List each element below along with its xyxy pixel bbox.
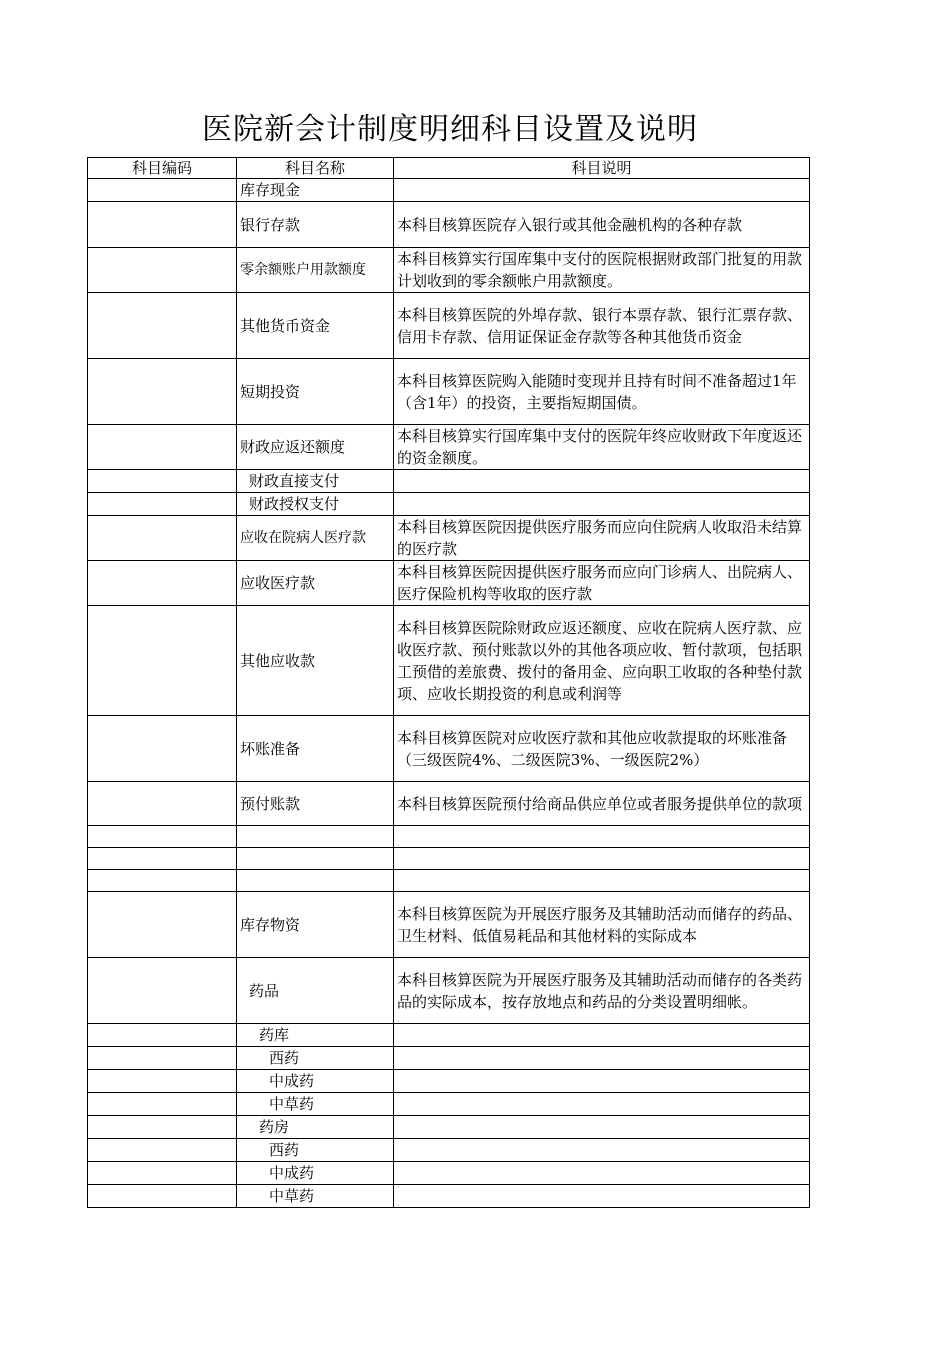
cell-name: 中成药 [237, 1070, 394, 1093]
table-row [88, 425, 810, 470]
cell-desc [394, 1162, 810, 1185]
table-header-row [88, 158, 810, 179]
cell-desc [394, 1070, 810, 1093]
cell-name: 银行存款 [237, 202, 394, 248]
table-row [88, 1070, 810, 1093]
table-row [88, 1047, 810, 1070]
table-row [88, 1162, 810, 1185]
cell-name: 应收在院病人医疗款 [237, 516, 394, 561]
cell-desc: 本科目核算医院存入银行或其他金融机构的各种存款 [394, 202, 810, 248]
cell-desc: 本科目核算医院为开展医疗服务及其辅助活动而储存的药品、卫生材料、低值易耗品和其他材料的实际成本 [394, 892, 810, 958]
cell-name: 财政授权支付 [237, 493, 394, 516]
cell-desc [394, 1047, 810, 1070]
table-row [88, 1139, 810, 1162]
table-row [88, 516, 810, 561]
cell-name: 短期投资 [237, 359, 394, 425]
cell-desc: 本科目核算实行国库集中支付的医院根据财政部门批复的用款计划收到的零余额帐户用款额度。 [394, 248, 810, 293]
cell-name: 财政直接支付 [237, 470, 394, 493]
cell-code [88, 1116, 237, 1139]
account-table [87, 157, 810, 1208]
table-row [88, 179, 810, 202]
cell-desc: 本科目核算实行国库集中支付的医院年终应收财政下年度返还的资金额度。 [394, 425, 810, 470]
cell-code [88, 516, 237, 561]
table-row [88, 248, 810, 293]
cell-name: 西药 [237, 1139, 394, 1162]
cell-code [88, 870, 237, 892]
table-row [88, 1185, 810, 1208]
cell-name: 西药 [237, 1047, 394, 1070]
cell-name: 坏账准备 [237, 716, 394, 782]
cell-name: 药品 [237, 958, 394, 1024]
table-row [88, 1116, 810, 1139]
cell-code [88, 606, 237, 716]
cell-code [88, 848, 237, 870]
cell-code [88, 179, 237, 202]
header-code: 科目编码 [88, 158, 237, 179]
cell-code [88, 1047, 237, 1070]
cell-desc: 本科目核算医院为开展医疗服务及其辅助活动而储存的各类药品的实际成本，按存放地点和药品的分类设置明细帐。 [394, 958, 810, 1024]
cell-desc: 本科目核算医院因提供医疗服务而应向住院病人收取沿未结算的医疗款 [394, 516, 810, 561]
cell-code [88, 493, 237, 516]
cell-desc [394, 1185, 810, 1208]
cell-code [88, 1024, 237, 1047]
cell-name: 库存物资 [237, 892, 394, 958]
page-title: 医院新会计制度明细科目设置及说明 [202, 112, 698, 147]
cell-code [88, 202, 237, 248]
header-desc: 科目说明 [394, 158, 810, 179]
cell-desc [394, 848, 810, 870]
cell-name: 其他应收款 [237, 606, 394, 716]
table-row [88, 716, 810, 782]
cell-code [88, 425, 237, 470]
cell-desc: 本科目核算医院的外埠存款、银行本票存款、银行汇票存款、信用卡存款、信用证保证金存款等各种其他货币资金 [394, 293, 810, 359]
cell-name: 零余额账户用款额度 [237, 248, 394, 293]
cell-code [88, 470, 237, 493]
cell-desc [394, 826, 810, 848]
cell-desc [394, 1139, 810, 1162]
cell-code [88, 561, 237, 606]
cell-code [88, 826, 237, 848]
table-row [88, 561, 810, 606]
cell-name: 应收医疗款 [237, 561, 394, 606]
cell-name: 预付账款 [237, 782, 394, 826]
header-name: 科目名称 [237, 158, 394, 179]
cell-code [88, 782, 237, 826]
cell-desc [394, 470, 810, 493]
cell-name: 其他货币资金 [237, 293, 394, 359]
cell-code [88, 1070, 237, 1093]
table-row [88, 892, 810, 958]
cell-code [88, 1139, 237, 1162]
cell-code [88, 892, 237, 958]
cell-desc: 本科目核算医院对应收医疗款和其他应收款提取的坏账准备（三级医院4%、二级医院3%、一级医院2%） [394, 716, 810, 782]
cell-code [88, 716, 237, 782]
cell-desc [394, 493, 810, 516]
table-row [88, 958, 810, 1024]
cell-code [88, 248, 237, 293]
table-row [88, 826, 810, 848]
cell-name [237, 848, 394, 870]
table-row [88, 848, 810, 870]
table-row [88, 782, 810, 826]
table-row [88, 470, 810, 493]
cell-desc [394, 1024, 810, 1047]
cell-code [88, 958, 237, 1024]
cell-name [237, 870, 394, 892]
cell-code [88, 293, 237, 359]
table-row [88, 202, 810, 248]
cell-desc: 本科目核算医院预付给商品供应单位或者服务提供单位的款项 [394, 782, 810, 826]
table-row [88, 493, 810, 516]
table-row [88, 1024, 810, 1047]
cell-name: 财政应返还额度 [237, 425, 394, 470]
cell-code [88, 359, 237, 425]
cell-name: 库存现金 [237, 179, 394, 202]
cell-name: 药房 [237, 1116, 394, 1139]
cell-code [88, 1093, 237, 1116]
cell-name: 药库 [237, 1024, 394, 1047]
table-row [88, 606, 810, 716]
cell-desc: 本科目核算医院购入能随时变现并且持有时间不准备超过1年（含1年）的投资，主要指短期国债。 [394, 359, 810, 425]
cell-code [88, 1185, 237, 1208]
cell-desc [394, 1093, 810, 1116]
cell-code [88, 1162, 237, 1185]
table-row [88, 293, 810, 359]
cell-name: 中成药 [237, 1162, 394, 1185]
table-row [88, 1093, 810, 1116]
cell-name: 中草药 [237, 1185, 394, 1208]
table-row [88, 870, 810, 892]
cell-name: 中草药 [237, 1093, 394, 1116]
cell-name [237, 826, 394, 848]
table-row [88, 359, 810, 425]
cell-desc [394, 1116, 810, 1139]
cell-desc: 本科目核算医院除财政应返还额度、应收在院病人医疗款、应收医疗款、预付账款以外的其他各项应收、暂付款项，包括职工预借的差旅费、拨付的备用金、应向职工收取的各种垫付款项、应收长期投资的利息或利润等 [394, 606, 810, 716]
cell-desc: 本科目核算医院因提供医疗服务而应向门诊病人、出院病人、医疗保险机构等收取的医疗款 [394, 561, 810, 606]
cell-desc [394, 870, 810, 892]
cell-desc [394, 179, 810, 202]
